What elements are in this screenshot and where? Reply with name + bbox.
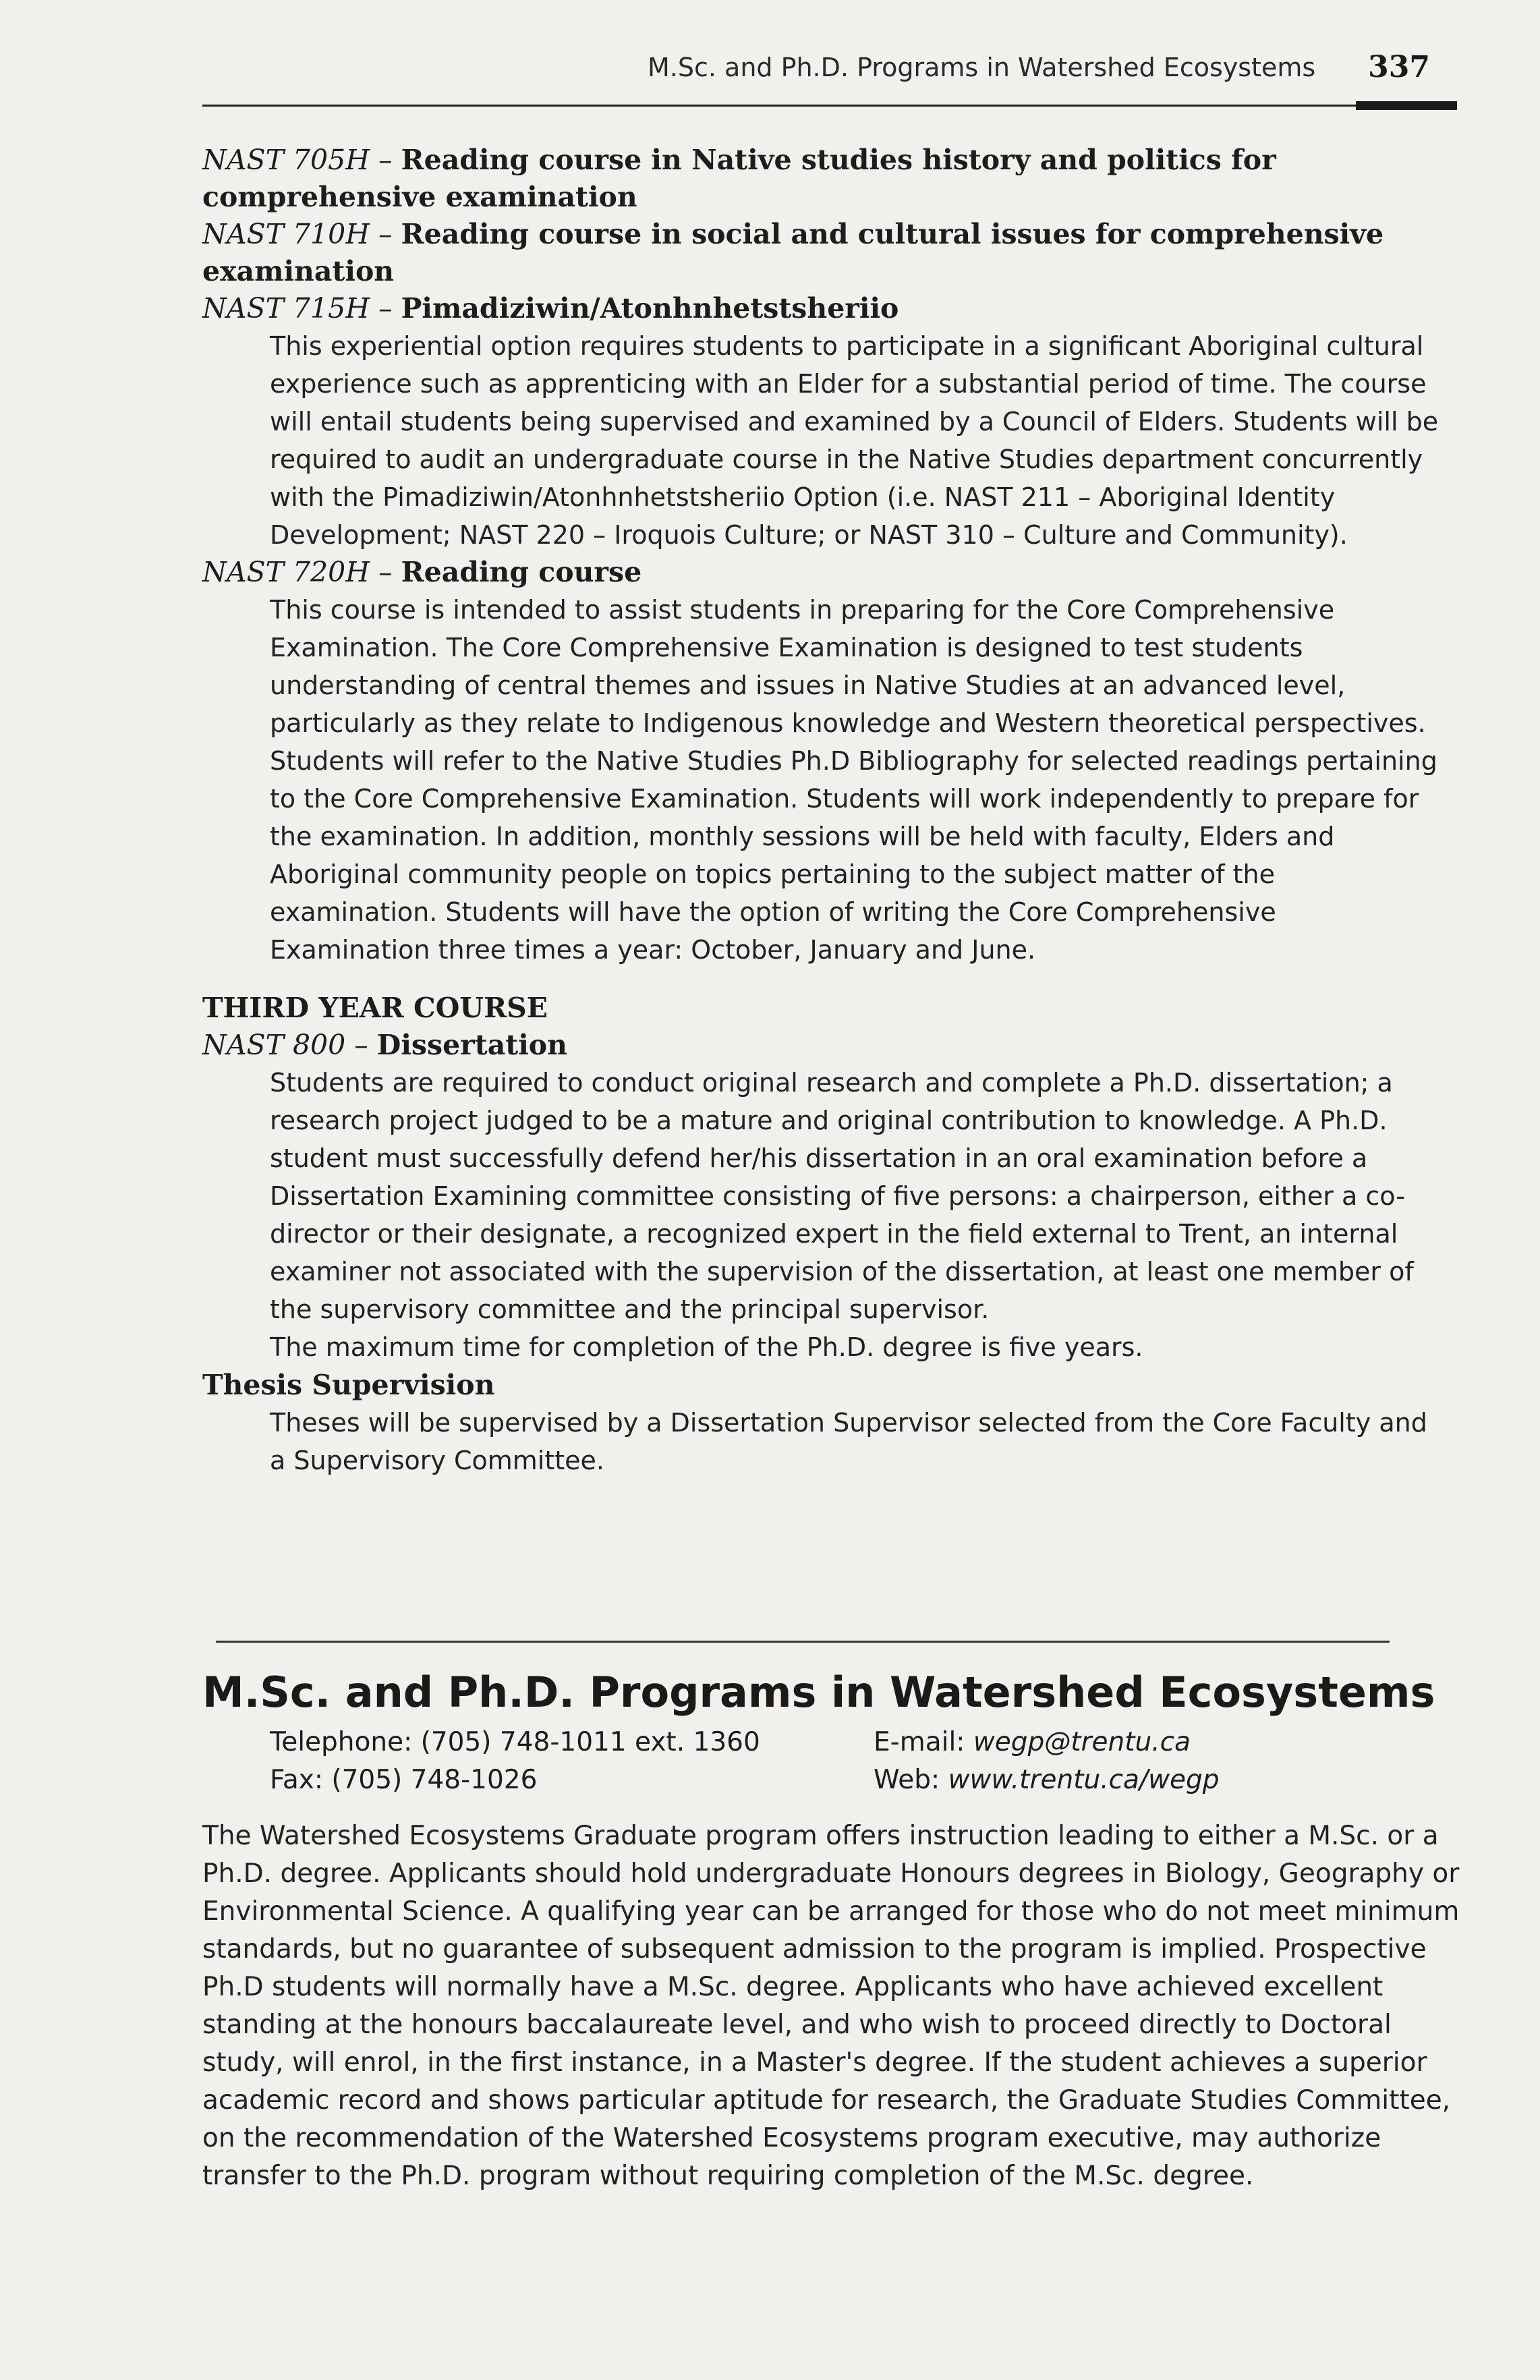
email-address[interactable]: wegp@trentu.ca	[973, 1727, 1191, 1757]
running-header	[202, 47, 1437, 98]
program-title: M.Sc. and Ph.D. Programs in Watershed Ecosystems	[202, 1668, 1435, 1717]
course-name: Reading course in social and cultural issues for comprehensive examination	[202, 218, 1384, 287]
course-title: NAST 710H – Reading course in social and cultural issues for comprehensive examination	[202, 218, 1384, 287]
telephone-number: (705) 748-1011 ext. 1360	[420, 1727, 760, 1757]
fax-number: (705) 748-1026	[331, 1765, 538, 1795]
web-address[interactable]: www.trentu.ca/wegp	[948, 1765, 1220, 1795]
course-name: Reading course	[401, 556, 642, 588]
course-title: NAST 720H – Reading course	[202, 556, 642, 588]
course-name: Reading course in Native studies history and politics for comprehensive examination	[202, 144, 1276, 213]
course-code: NAST 720H	[202, 556, 370, 588]
course-code: NAST 800	[202, 1029, 346, 1061]
course-name: Dissertation	[376, 1029, 567, 1061]
course-title: NAST 705H – Reading course in Native studies history and politics for comprehensive examination	[202, 144, 1276, 213]
course-entry	[202, 290, 1444, 554]
course-title: NAST 715H – Pimadiziwin/Atonhnhetstsheriio	[202, 292, 899, 324]
course-code: NAST 705H	[202, 144, 370, 176]
running-title: M.Sc. and Ph.D. Programs in Watershed Ecosystems	[648, 53, 1316, 82]
section-text: Theses will be supervised by a Dissertation Supervisor selected from the Core Faculty and a Supervisory Committee.	[270, 1408, 1427, 1475]
header-rule	[202, 105, 1457, 107]
web-line: Web: www.trentu.ca/wegp	[874, 1765, 1220, 1795]
course-description: This experiential option requires students to participate in a significant Aboriginal cultural experience such as apprenticing with an Elder for a substantial period of time. The course will entail students being supervised and examined by a Council of Elders. Students will be required to audit an undergraduate course in the Native Studies department concurrently with the Pimadiziwin/Atonhnhetstsheriio Option (i.e. NAST 211 – Aboriginal Identity Development; NAST 220 – Iroquois Culture; or NAST 310 – Culture and Community).	[270, 331, 1439, 550]
page-number: 337	[1368, 50, 1430, 84]
course-code: NAST 710H	[202, 218, 370, 250]
contact-block	[202, 1727, 1471, 1808]
section-heading: THIRD YEAR COURSE	[202, 992, 548, 1024]
course-name: Pimadiziwin/Atonhnhetstsheriio	[401, 292, 899, 324]
section-heading: Thesis Supervision	[202, 1369, 495, 1401]
course-entry	[202, 554, 1444, 969]
header-bar	[1356, 101, 1457, 110]
course-title: NAST 800 – Dissertation	[202, 1029, 567, 1061]
program-description: The Watershed Ecosystems Graduate program offers instruction leading to either a M.Sc. or a Ph.D. degree. Applicants should hold undergraduate Honours degrees in Biology, Geography or Environmental Science. A qualifying year can be arranged for those who do not meet minimum standards, but no guarantee of subsequent admission to the program is implied. Prospective Ph.D students will normally have a M.Sc. degree. Applicants who have achieved excellent standing at the honours baccalaureate level, and who wish to proceed directly to Doctoral study, will enrol, in the first instance, in a Master's degree. If the student achieves a superior academic record and shows particular aptitude for research, the Graduate Studies Committee, on the recommendation of the Watershed Ecosystems program executive, may authorize transfer to the Ph.D. program without requiring completion of the M.Sc. degree.	[202, 1821, 1460, 2191]
course-list	[202, 142, 1444, 1479]
thesis-supervision-section	[202, 1366, 1444, 1479]
fax-line: Fax: (705) 748-1026	[270, 1765, 538, 1795]
course-entry	[202, 142, 1444, 216]
section-divider	[216, 1641, 1390, 1643]
telephone-line: Telephone: (705) 748-1011 ext. 1360	[270, 1727, 760, 1757]
third-year-section	[202, 989, 1444, 1366]
email-line: E-mail: wegp@trentu.ca	[874, 1727, 1191, 1757]
course-note: The maximum time for completion of the Ph.D. degree is five years.	[270, 1332, 1143, 1362]
course-code: NAST 715H	[202, 292, 370, 324]
course-entry	[202, 216, 1444, 290]
course-description: Students are required to conduct original research and complete a Ph.D. dissertation; a research project judged to be a mature and original contribution to knowledge. A Ph.D. student must successfully defend her/his dissertation in an oral examination before a Dissertation Examining committee consisting of five persons: a chairperson, either a co-director or their designate, a recognized expert in the field external to Trent, an internal examiner not associated with the supervision of the dissertation, at least one member of the supervisory committee and the principal supervisor.	[270, 1068, 1414, 1324]
course-description: This course is intended to assist students in preparing for the Core Comprehensive Examination. The Core Comprehensive Examination is designed to test students understanding of central themes and issues in Native Studies at an advanced level, particularly as they relate to Indigenous knowledge and Western theoretical perspectives. Students will refer to the Native Studies Ph.D Bibliography for selected readings pertaining to the Core Comprehensive Examination. Students will work independently to prepare for the examination. In addition, monthly sessions will be held with faculty, Elders and Aboriginal community people on topics pertaining to the subject matter of the examination. Students will have the option of writing the Core Comprehensive Examination three times a year: October, January and June.	[270, 595, 1437, 965]
program-section	[202, 1665, 1471, 2195]
